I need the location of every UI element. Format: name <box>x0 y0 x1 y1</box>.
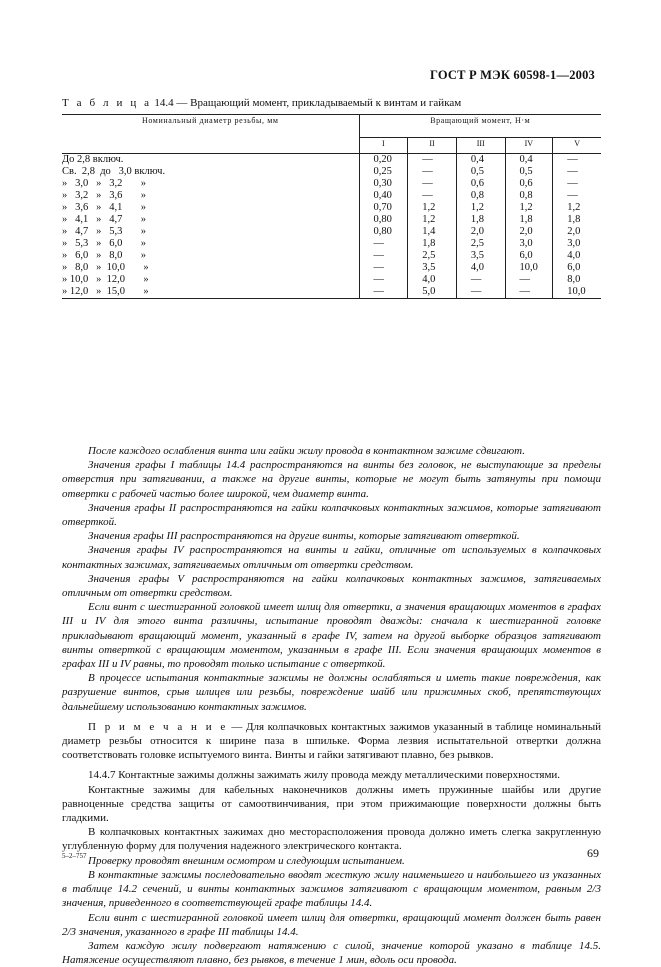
print-code: 5–2–757 <box>62 852 87 860</box>
torque-cell: — <box>519 274 530 285</box>
torque-cell: 0,4 <box>470 154 484 165</box>
torque-cell: 1,2 <box>567 202 581 213</box>
torque-cell: 0,8 <box>519 190 533 201</box>
column-header-i: I <box>359 138 408 154</box>
torque-cell: 0,4 <box>519 154 533 165</box>
torque-cell: 6,0 <box>519 250 533 261</box>
torque-cell: 0,80 <box>373 226 392 237</box>
document-header: ГОСТ Р МЭК 60598-1—2003 <box>430 68 595 82</box>
torque-cell: 0,6 <box>470 178 484 189</box>
torque-cell: 2,0 <box>470 226 484 237</box>
column-header-ii: II <box>408 138 457 154</box>
torque-cell: 4,0 <box>567 250 581 261</box>
torque-column-iv <box>505 154 553 299</box>
torque-cell: 2,0 <box>567 226 581 237</box>
torque-cell: 0,20 <box>373 154 392 165</box>
torque-cell: 2,0 <box>519 226 533 237</box>
torque-cell: 1,8 <box>470 214 484 225</box>
torque-cell: — <box>373 262 385 273</box>
torque-cell: — <box>470 274 482 285</box>
torque-cell: 4,0 <box>422 274 436 285</box>
torque-cell: — <box>519 286 530 297</box>
paragraph: Если винт с шестигранной головкой имеет шлиц для отвертки, а значения вращающих моментов в графах III и IV для этого винта различны, испытание проводят дважды: сначала к шестигранной головке прикладывают вращающий момент, указанный в графе IV, затем на другой выборке образцов затягивают винты отверткой с вращающим моментом, указанным в графе III. Если значения вращающих моментов в графах III и IV равны, то проводят только испытание с отверткой. <box>62 601 601 671</box>
diameter-cell: » 6,0 » 8,0 » <box>62 250 146 261</box>
torque-cell: 0,70 <box>373 202 392 213</box>
torque-cell: 3,5 <box>422 262 436 273</box>
torque-cell: 1,8 <box>567 214 581 225</box>
torque-cell: 0,5 <box>519 166 533 177</box>
diameter-cell: » 3,6 » 4,1 » <box>62 202 146 213</box>
torque-cell: — <box>422 166 433 177</box>
torque-cell: 10,0 <box>519 262 538 273</box>
table-caption-label: Т а б л и ц а <box>62 97 152 109</box>
torque-cell: 0,5 <box>470 166 484 177</box>
column-header-iv: IV <box>505 138 553 154</box>
torque-cell: 2,5 <box>422 250 436 261</box>
torque-cell: — <box>422 178 433 189</box>
paragraph: Проверку проводят внешним осмотром и следующим испытанием. <box>88 854 405 867</box>
paragraph: В колпачковых контактных зажимах дно месторасположения провода должно иметь слегка закругленную углубленную форму для получения надежного электрического контакта. <box>62 826 601 853</box>
torque-cell: 8,0 <box>567 274 581 285</box>
diameter-cell: Св. 2,8 до 3,0 включ. <box>62 166 166 177</box>
diameter-cell: » 4,1 » 4,7 » <box>62 214 146 225</box>
diameter-cell: » 4,7 » 5,3 » <box>62 226 146 237</box>
torque-cell: 0,30 <box>373 178 392 189</box>
torque-cell: 0,8 <box>470 190 484 201</box>
torque-column-i <box>359 154 408 299</box>
section-paragraph: 14.4.7 Контактные зажимы должны зажимать жилу провода между металлическими поверхностями. <box>88 769 561 782</box>
torque-cell: 2,5 <box>470 238 484 249</box>
torque-cell: — <box>567 154 578 165</box>
torque-cell: 1,2 <box>519 202 533 213</box>
paragraph: Значения графы IV распространяются на винты и гайки, отличные от используемых в колпачковых контактных зажимах, затягиваемых отличным от отвертки средством. <box>62 544 601 571</box>
torque-cell: — <box>567 166 578 177</box>
torque-column-v <box>553 154 601 299</box>
torque-cell: — <box>470 286 482 297</box>
torque-cell: 0,6 <box>519 178 533 189</box>
diameter-cell: » 3,2 » 3,6 » <box>62 190 146 201</box>
torque-cell: 3,5 <box>470 250 484 261</box>
torque-cell: 1,2 <box>422 214 436 225</box>
torque-cell: 0,80 <box>373 214 392 225</box>
paragraph: В процессе испытания контактные зажимы не должны ослабляться и иметь такие повреждения, как разрушение винтов, срыв шлицев или резьбы, повреждение шайб или прижимных скоб, препятствующих дальнейшему использованию контактных зажимов. <box>62 672 601 713</box>
torque-cell: 1,8 <box>422 238 436 249</box>
torque-cell: — <box>373 238 385 249</box>
body-text <box>62 444 601 967</box>
torque-cell: 0,25 <box>373 166 392 177</box>
paragraph: Затем каждую жилу подвергают натяжению с силой, значение которой указано в таблице 14.5. Натяжение осуществляют плавно, без рывков, в течение 1 мин, вдоль оси провода. <box>62 939 601 967</box>
diameter-cell: До 2,8 включ. <box>62 154 124 165</box>
torque-cell: 10,0 <box>567 286 586 297</box>
torque-cell: 1,2 <box>422 202 436 213</box>
torque-cell: — <box>422 154 433 165</box>
paragraph: После каждого ослабления винта или гайки жилу провода в контактном зажиме сдвигают. <box>88 445 526 457</box>
torque-cell: 0,40 <box>373 190 392 201</box>
torque-cell: — <box>567 178 578 189</box>
torque-cell: — <box>373 274 385 285</box>
diameter-cell: » 10,0 » 12,0 » <box>62 274 149 285</box>
diameter-column <box>62 154 359 299</box>
torque-cell: 3,0 <box>519 238 533 249</box>
column-header-iii: III <box>456 138 505 154</box>
table-caption <box>62 97 461 109</box>
column-header-v: V <box>574 139 580 148</box>
paragraph: Контактные зажимы для кабельных наконечников должны иметь пружинные шайбы или другие равноценные средства защиты от самоотвинчивания, при этом прижимающие поверхности должны быть гладкими. <box>62 783 601 825</box>
diameter-cell: » 3,0 » 3,2 » <box>62 178 146 189</box>
note-label: П р и м е ч а н и е <box>88 720 228 733</box>
paragraph: В контактные зажимы последовательно вводят жесткую жилу наименьшего и наибольшего из указанных в таблице 14.2 сечений, и винты контактных зажимов затягивают с вращающим моментом, равным 2/3 значения, приведенного в соответствующей графе таблицы 14.4. <box>62 868 601 910</box>
torque-cell: 6,0 <box>567 262 581 273</box>
page-number: 69 <box>587 846 599 860</box>
torque-cell: — <box>567 190 578 201</box>
paragraph: Значения графы III распространяются на другие винты, которые затягивают отверткой. <box>88 530 520 543</box>
diameter-cell: » 8,0 » 10,0 » <box>62 262 149 273</box>
torque-cell: 1,2 <box>470 202 484 213</box>
torque-column-ii <box>408 154 457 299</box>
torque-column-iii <box>456 154 505 299</box>
torque-cell: — <box>373 286 385 297</box>
torque-cell: 1,8 <box>519 214 533 225</box>
torque-cell: — <box>422 190 433 201</box>
diameter-cell: » 12,0 » 15,0 » <box>62 286 149 297</box>
torque-cell: 1,4 <box>422 226 436 237</box>
paragraph: Значения графы II распространяются на гайки колпачковых контактных зажимов, которые затягивают отверткой. <box>62 501 601 529</box>
torque-cell: 3,0 <box>567 238 581 249</box>
torque-cell: 4,0 <box>470 262 484 273</box>
paragraph: Значения графы I таблицы 14.4 распространяются на винты без головок, не выступающие за пределы отверстия при затягивании, а также на другие винты, которые не могут быть затянуты при помощи отвертки с рабочей частью более широкой, чем диаметр винта. <box>62 459 601 500</box>
column-header-diameter: Номинальный диаметр резьбы, мм <box>62 115 359 154</box>
table-caption-text: 14.4 — Вращающий момент, прикладываемый к винтам и гайкам <box>154 97 462 109</box>
note-paragraph <box>62 720 601 763</box>
torque-table <box>62 114 601 299</box>
torque-cell: 5,0 <box>422 286 436 297</box>
note-text: — Для колпачковых контактных зажимов указанный в таблице номинальный диаметр резьбы относится к ширине паза в шпильке. Форма лезвия испытательной отвертки должна соответствовать головке испытуемого винта. Винты и гайки затягивают плавно, без рывков. <box>62 720 601 762</box>
paragraph: Если винт с шестигранной головкой имеет шлиц для отвертки, вращающий момент должен быть равен 2/3 значения, указанного в графе III таблицы 14.4. <box>62 911 601 938</box>
diameter-cell: » 5,3 » 6,0 » <box>62 238 146 249</box>
paragraph: Значения графы V распространяются на гайки колпачковых контактных зажимов, затягиваемых отличным от отвертки средством. <box>62 572 601 600</box>
torque-cell: — <box>373 250 385 261</box>
column-header-torque: Вращающий момент, Н·м <box>359 115 601 138</box>
